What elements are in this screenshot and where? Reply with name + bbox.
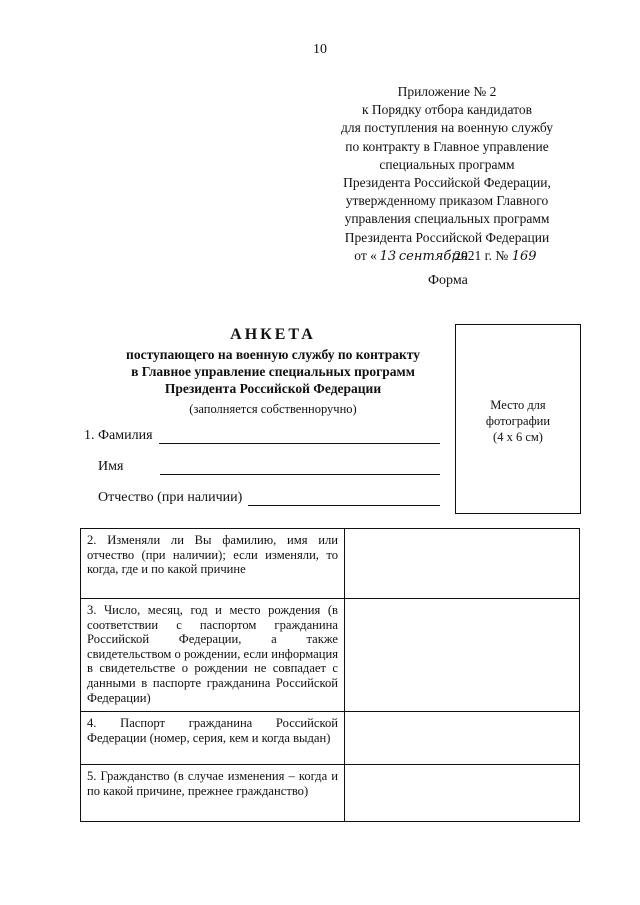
appendix-header — [318, 83, 576, 266]
appendix-line: к Порядку отбора кандидатов — [362, 102, 532, 118]
question-number: 4. — [87, 716, 97, 730]
photo-label — [456, 397, 580, 445]
question-cell — [81, 712, 345, 765]
form-label: Форма — [428, 273, 468, 288]
page-number: 10 — [313, 42, 327, 57]
date-prefix: от « — [354, 247, 377, 263]
subtitle-line: в Главное управление специальных программ — [131, 364, 415, 379]
order-number-handwritten: 169 — [511, 248, 537, 264]
appendix-line: Приложение № 2 — [397, 84, 497, 99]
subtitle-line: поступающего на военную службу по контракту — [126, 347, 420, 362]
appendix-line: Президента Российской Федерации, — [343, 175, 551, 191]
answer-cell[interactable] — [345, 712, 580, 765]
surname-field — [84, 428, 440, 444]
photo-label-line: фотографии — [485, 414, 551, 428]
table-row — [81, 529, 580, 599]
appendix-line: Президента Российской Федерации — [344, 229, 550, 245]
question-text: Изменяли ли Вы фамилию, имя или отчество (при наличии); если изменяли, то когда, где и по какой причине — [87, 533, 338, 577]
answer-cell[interactable] — [345, 599, 580, 712]
answer-cell[interactable] — [345, 765, 580, 822]
question-text: Число, месяц, год и место рождения (в соответствии с паспортом гражданина Российской Федерации, а также свидетельством о рождении, если информация в свидетельстве о рождении не совпадает с данными в паспорте гражданина Российской Федерации) — [87, 603, 339, 705]
form-title: АНКЕТА — [230, 326, 316, 343]
question-cell — [81, 765, 345, 822]
appendix-line: по контракту в Главное управление — [345, 138, 549, 154]
appendix-line: специальных программ — [379, 156, 515, 172]
question-number: 5. — [87, 769, 97, 783]
patronymic-field — [98, 490, 440, 506]
answer-cell[interactable] — [345, 529, 580, 599]
order-date-line — [318, 247, 576, 266]
date-month-handwritten: сентября — [398, 248, 469, 264]
appendix-line: управления специальных программ — [344, 211, 550, 227]
photo-label-line: (4 х 6 см) — [493, 430, 543, 444]
name-label: Имя — [98, 459, 124, 474]
surname-label: 1. Фамилия — [84, 428, 153, 443]
patronymic-label: Отчество (при наличии) — [98, 490, 243, 505]
surname-input-line[interactable] — [159, 429, 440, 444]
question-number: 2. — [87, 533, 97, 547]
subtitle-line: Президента Российской Федерации — [164, 381, 382, 396]
question-text: Гражданство (в случае изменения – когда и по какой причине, прежнее гражданство) — [87, 769, 338, 798]
patronymic-input-line[interactable] — [248, 491, 440, 506]
date-year: 2021 г. № — [454, 247, 509, 263]
date-day-handwritten: 13 — [379, 248, 397, 264]
table-row — [81, 765, 580, 822]
photo-label-line: Место для — [490, 398, 546, 412]
question-cell — [81, 599, 345, 712]
table-row — [81, 599, 580, 712]
appendix-line: для поступления на военную службу — [341, 120, 553, 136]
appendix-line: утвержденному приказом Главного — [345, 193, 549, 209]
question-text: Паспорт гражданина Российской Федерации (номер, серия, кем и когда выдан) — [87, 716, 338, 745]
questionnaire-table — [80, 528, 580, 822]
name-field — [98, 459, 440, 475]
form-subtitle — [100, 346, 446, 397]
question-cell — [81, 529, 345, 599]
table-row — [81, 712, 580, 765]
name-input-line[interactable] — [160, 460, 440, 475]
fill-note: (заполняется собственноручно) — [189, 402, 357, 416]
question-number: 3. — [87, 603, 97, 617]
photo-placeholder — [455, 324, 581, 514]
